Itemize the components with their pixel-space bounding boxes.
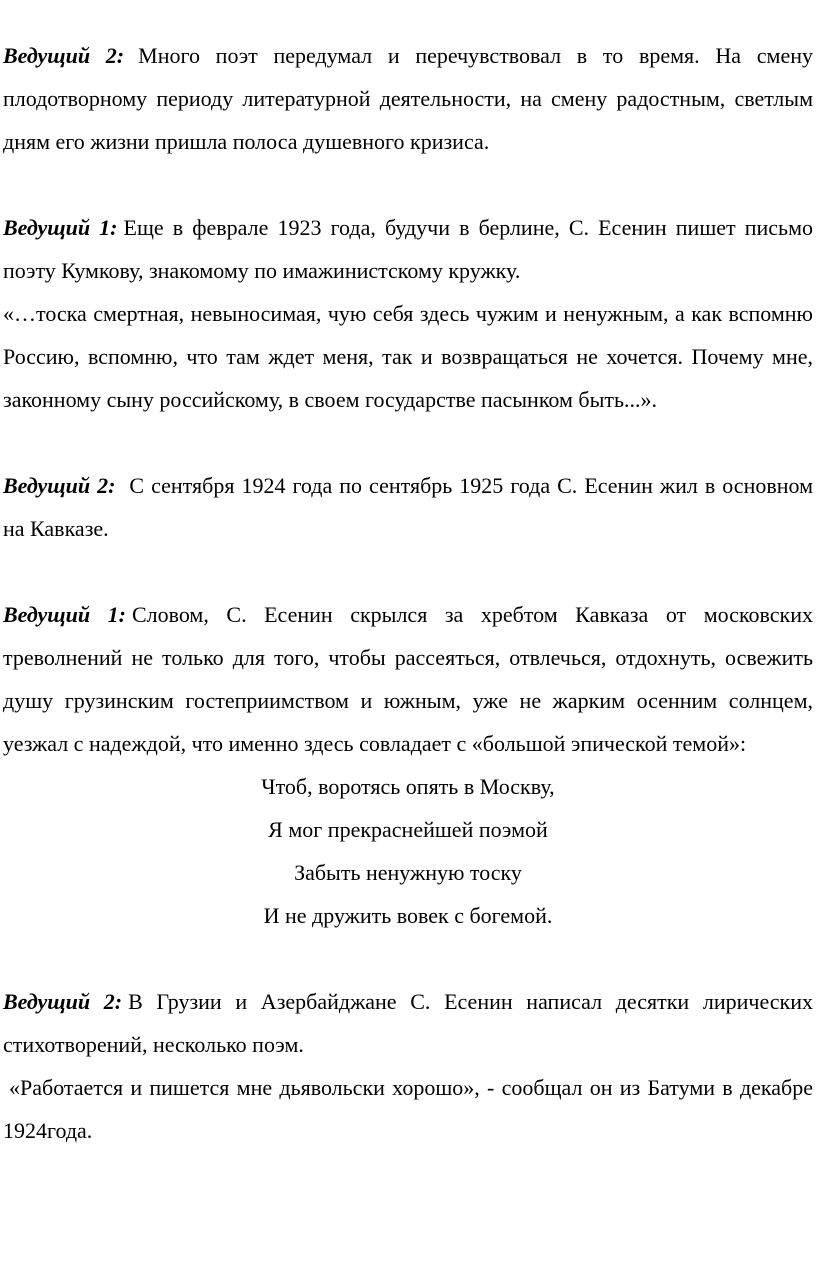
quote-text: «…тоска смертная, невыносимая, чую себя здесь чужим и ненужным, а как вспомню Россию, вспомню, что там ждет меня, так и возвращаться не хочется. Почему мне, законному сыну российскому, в своем государстве пасынком быть...». [3, 301, 813, 412]
speaker-label: Ведущий 1: [3, 602, 126, 627]
speaker-label: Ведущий 2: [3, 473, 116, 498]
paragraph-text: Словом, С. Есенин скрылся за хребтом Кавказа от московских треволнений не только для того, чтобы рассеяться, отвлечься, отдохнуть, освежить душу грузинским гостеприимством и южным, уже не жарким осенним солнцем, уезжал с надеждой, что именно здесь совладает с «большой эпической темой»: [3, 602, 814, 756]
paragraph-text: Много поэт передумал и перечувствовал в то время. На смену плодотворному периоду литературной деятельности, на смену радостным, светлым дням его жизни пришла полоса душевного кризиса. [3, 43, 813, 154]
paragraph-host1-epic [3, 593, 813, 765]
speaker-label: Ведущий 2: [3, 989, 123, 1014]
poem-stanza [3, 765, 813, 937]
paragraph-text: В Грузии и Азербайджане С. Есенин написал десятки лирических стихотворений, несколько поэм. [3, 989, 813, 1057]
poem-line: И не дружить вовек с богемой. [263, 903, 553, 928]
batumi-quote [3, 1066, 813, 1152]
document-page [3, 34, 813, 1152]
poem-line: Чтоб, воротясь опять в Москву, [261, 774, 555, 799]
paragraph-host1-letter [3, 206, 813, 292]
paragraph-text: С сентября 1924 года по сентябрь 1925 года С. Есенин жил в основном на Кавказе. [3, 473, 814, 541]
speaker-label: Ведущий 1: [3, 215, 118, 240]
paragraph-host2-caucasus [3, 464, 813, 550]
letter-quote [3, 292, 813, 421]
quote-text: «Работается и пишется мне дьявольски хорошо», - сообщал он из Батуми в декабре 1924года. [3, 1075, 813, 1143]
paragraph-host2-crisis [3, 34, 813, 163]
paragraph-text: Еще в феврале 1923 года, будучи в берлине, С. Есенин пишет письмо поэту Кумкову, знакомому по имажинистскому кружку. [3, 215, 814, 283]
poem-line: Я мог прекраснейшей поэмой [268, 817, 548, 842]
poem-line: Забыть ненужную тоску [294, 860, 522, 885]
speaker-label: Ведущий 2: [3, 43, 125, 68]
paragraph-host2-georgia [3, 980, 813, 1066]
